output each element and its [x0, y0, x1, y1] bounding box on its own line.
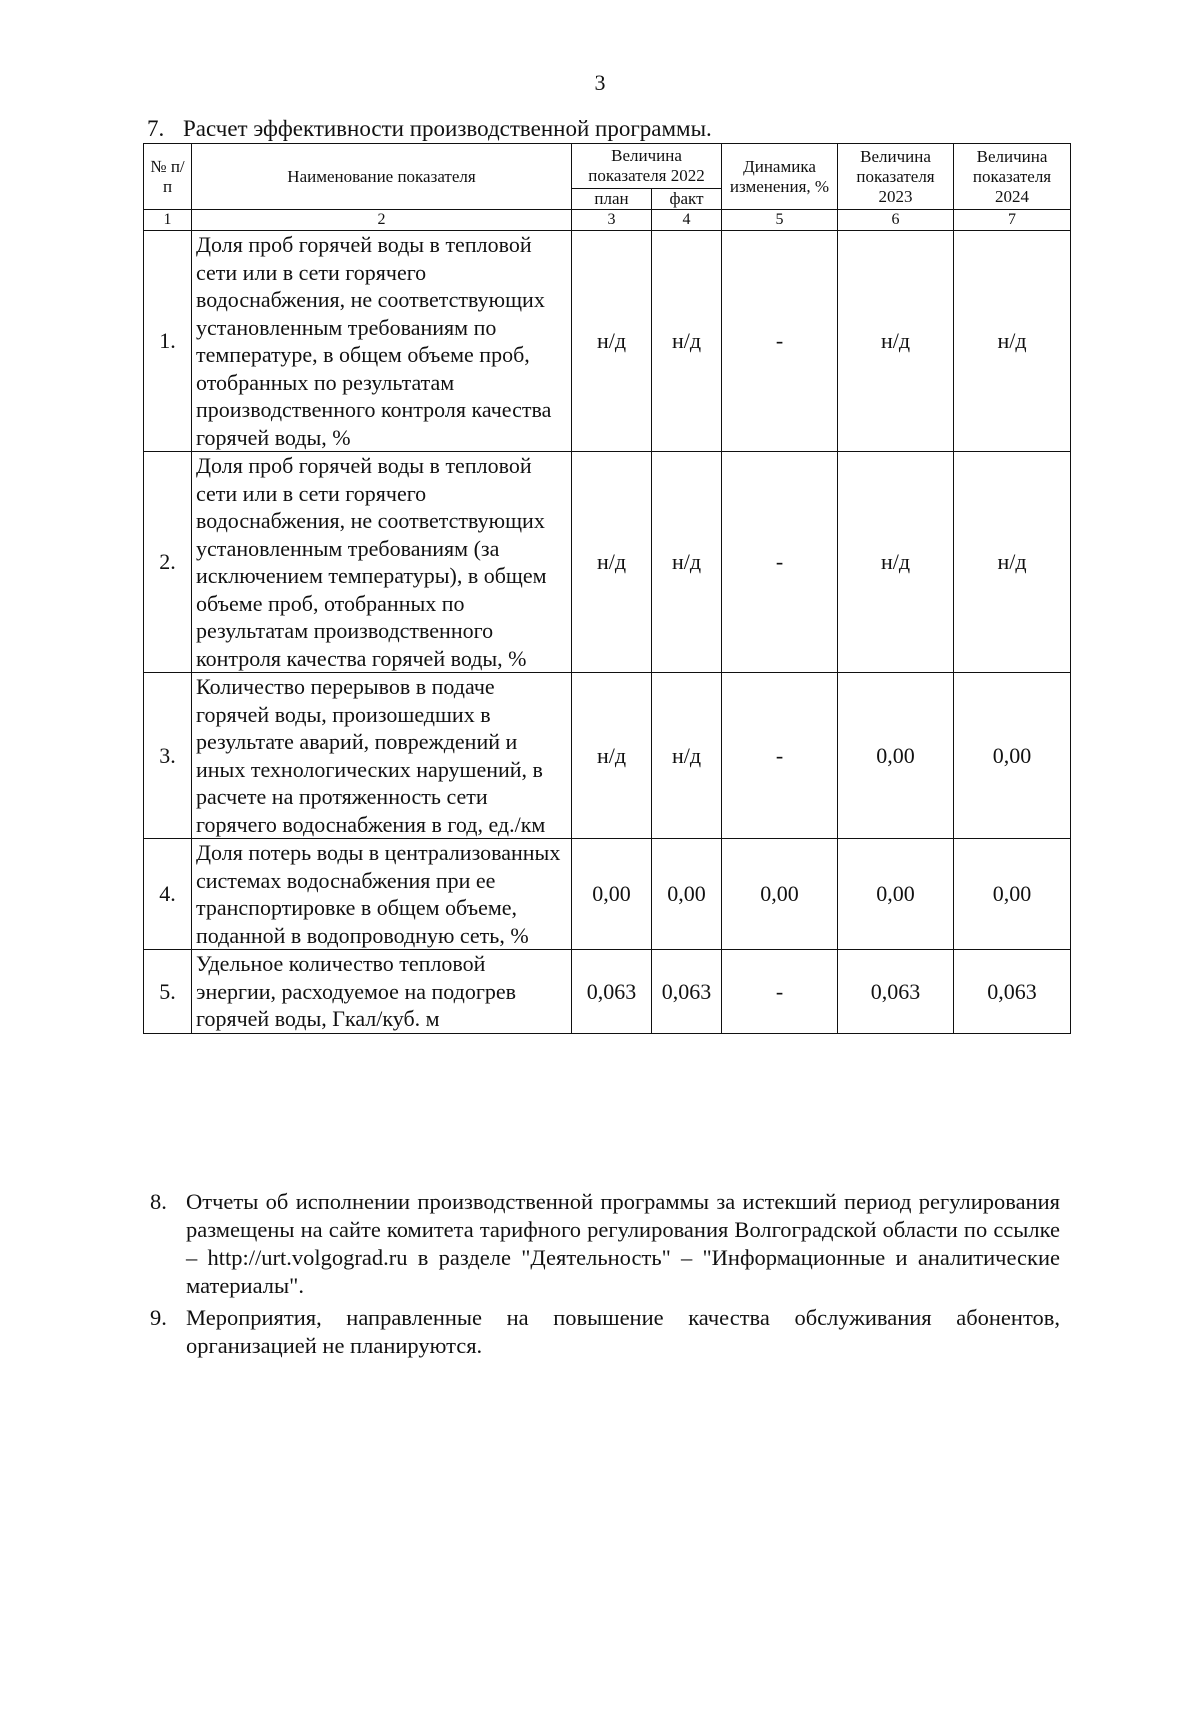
column-number: 1	[144, 210, 192, 231]
section-7-title: Расчет эффективности производственной программы.	[183, 116, 712, 141]
header-fact: факт	[652, 189, 722, 210]
cell-dynamics: -	[722, 950, 838, 1034]
indicator-name: Доля проб горячей воды в тепловой сети или в сети горячего водоснабжения, не соответствующих установленным требованиям по температуре, в общем объеме проб, отобранных по результатам производственного контроля качества горячей воды, %	[192, 231, 572, 452]
cell-2023: н/д	[838, 452, 954, 673]
column-number: 4	[652, 210, 722, 231]
paragraph-text: Отчеты об исполнении производственной программы за истекший период регулирования размещены на сайте комитета тарифного регулирования Волгоградской области по ссылке – http://urt.volgograd.ru в разделе "Деятельность" – "Информационные и аналитические материалы".	[186, 1189, 1060, 1298]
header-value-2022: Величина показателя 2022	[572, 144, 722, 189]
cell-plan: 0,063	[572, 950, 652, 1034]
header-name: Наименование показателя	[192, 144, 572, 210]
row-number: 5.	[144, 950, 192, 1034]
table-row	[144, 950, 1071, 1034]
header-value-2023: Величина показателя 2023	[838, 144, 954, 210]
cell-fact: 0,063	[652, 950, 722, 1034]
cell-2024: 0,063	[954, 950, 1071, 1034]
cell-dynamics: -	[722, 452, 838, 673]
row-number: 2.	[144, 452, 192, 673]
cell-plan: 0,00	[572, 839, 652, 950]
cell-2023: н/д	[838, 231, 954, 452]
cell-2024: 0,00	[954, 673, 1071, 839]
column-number: 2	[192, 210, 572, 231]
paragraph-number: 8.	[150, 1189, 167, 1214]
row-number: 3.	[144, 673, 192, 839]
indicator-name: Удельное количество тепловой энергии, расходуемое на подогрев горячей воды, Гкал/куб. м	[192, 950, 572, 1034]
cell-dynamics: -	[722, 673, 838, 839]
page-number: 3	[594, 70, 606, 95]
cell-plan: н/д	[572, 452, 652, 673]
header-num: № п/п	[144, 144, 192, 210]
cell-fact: н/д	[652, 673, 722, 839]
cell-2024: 0,00	[954, 839, 1071, 950]
column-number: 5	[722, 210, 838, 231]
table-row	[144, 673, 1071, 839]
paragraph-8	[150, 1188, 1060, 1300]
paragraph-number: 9.	[150, 1305, 167, 1330]
indicator-name: Доля проб горячей воды в тепловой сети или в сети горячего водоснабжения, не соответствующих установленным требованиям (за исключением температуры), в общем объеме проб, отобранных по результатам производственного контроля качества горячей воды, %	[192, 452, 572, 673]
row-number: 1.	[144, 231, 192, 452]
column-number: 7	[954, 210, 1071, 231]
closing-paragraphs	[150, 1188, 1060, 1364]
cell-fact: 0,00	[652, 839, 722, 950]
cell-2024: н/д	[954, 231, 1071, 452]
cell-plan: н/д	[572, 673, 652, 839]
cell-fact: н/д	[652, 231, 722, 452]
indicator-name: Доля потерь воды в централизованных системах водоснабжения при ее транспортировке в общем объеме, поданной в водопроводную сеть, %	[192, 839, 572, 950]
cell-2023: 0,063	[838, 950, 954, 1034]
cell-fact: н/д	[652, 452, 722, 673]
section-7-number: 7.	[147, 116, 165, 141]
header-plan: план	[572, 189, 652, 210]
table-row	[144, 452, 1071, 673]
cell-dynamics: -	[722, 231, 838, 452]
section-7-heading	[147, 116, 712, 142]
indicator-name: Количество перерывов в подаче горячей воды, произошедших в результате аварий, повреждений и иных технологических нарушений, в расчете на протяженность сети горячего водоснабжения в год, ед./км	[192, 673, 572, 839]
cell-2024: н/д	[954, 452, 1071, 673]
cell-2023: 0,00	[838, 673, 954, 839]
header-value-2024: Величина показателя 2024	[954, 144, 1071, 210]
cell-2023: 0,00	[838, 839, 954, 950]
paragraph-9	[150, 1304, 1060, 1360]
column-number: 3	[572, 210, 652, 231]
row-number: 4.	[144, 839, 192, 950]
cell-dynamics: 0,00	[722, 839, 838, 950]
cell-plan: н/д	[572, 231, 652, 452]
header-dynamics: Динамика изменения, %	[722, 144, 838, 210]
column-number: 6	[838, 210, 954, 231]
table-row	[144, 231, 1071, 452]
table-row	[144, 839, 1071, 950]
efficiency-table	[143, 143, 1071, 1034]
paragraph-text: Мероприятия, направленные на повышение качества обслуживания абонентов, организацией не планируются.	[186, 1305, 1060, 1358]
